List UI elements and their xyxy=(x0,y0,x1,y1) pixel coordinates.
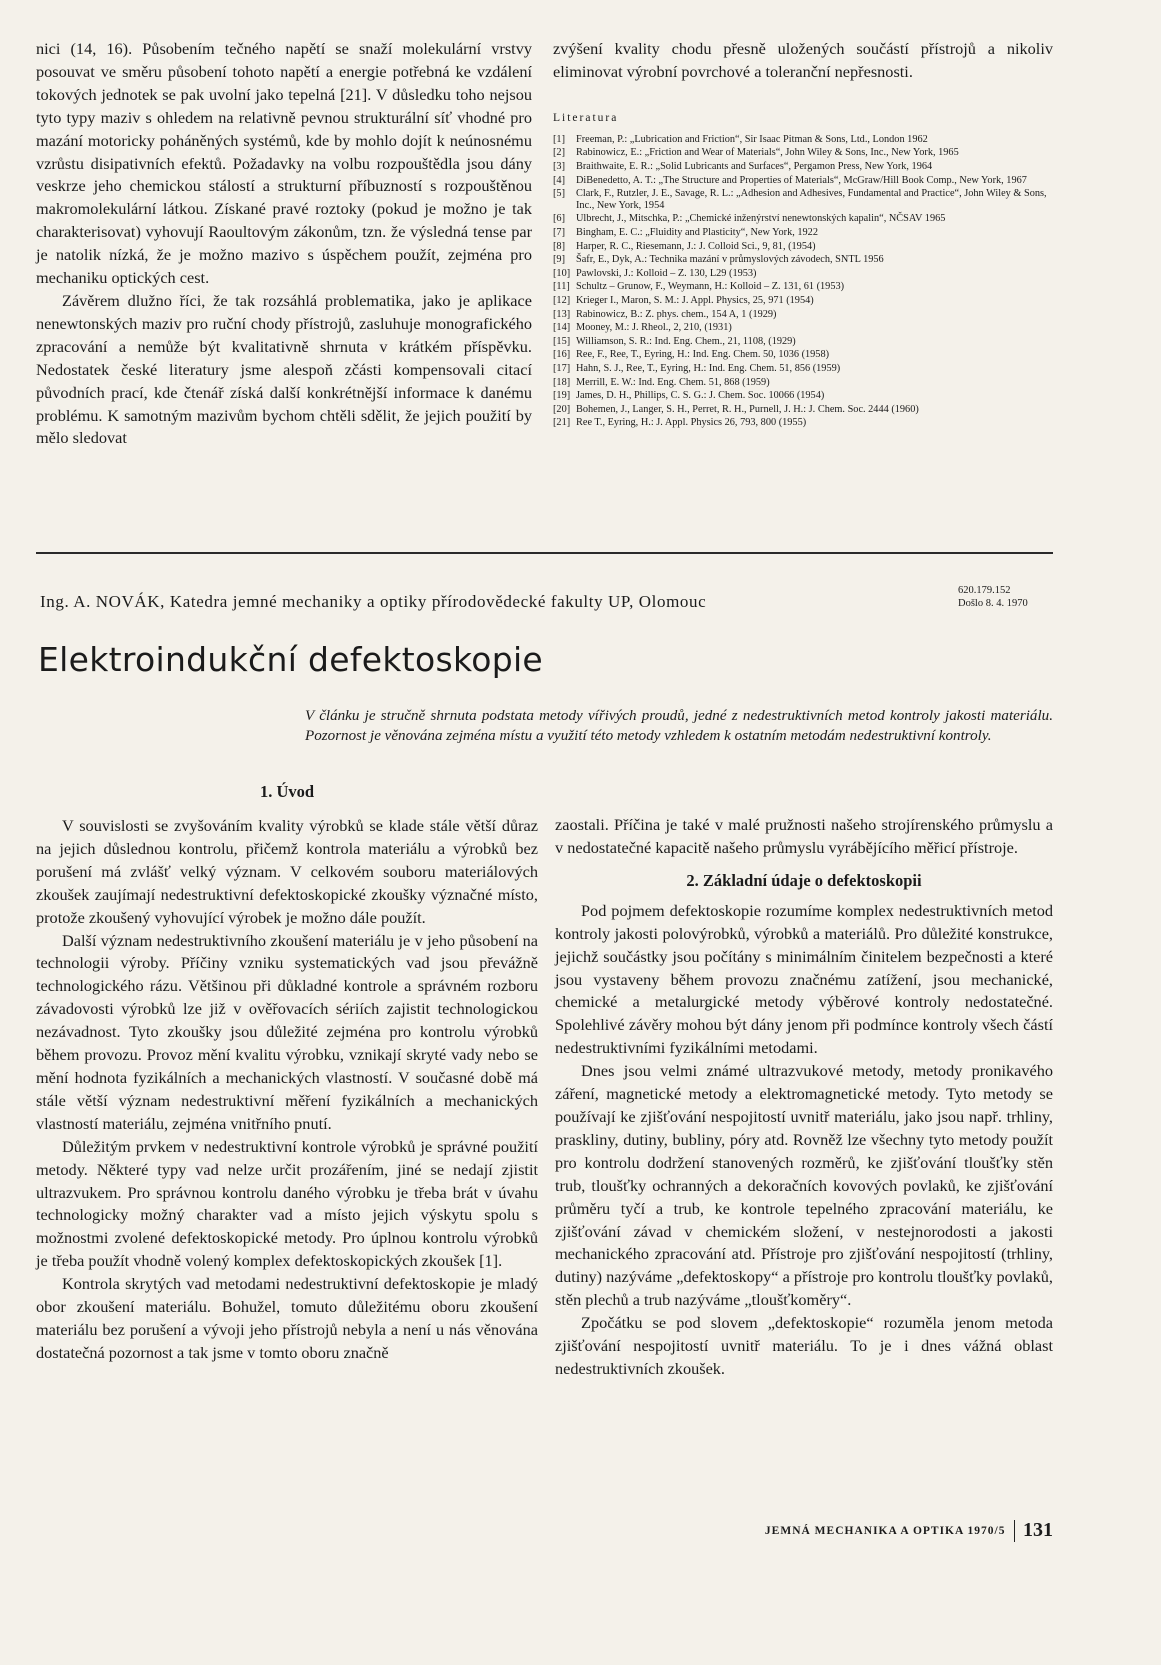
paragraph: Další význam nedestruktivního zkoušení materiálu je v jeho působení na technologii výroby. Příčiny vzniku systematických vad jsou převážně technologického rázu. Většinou při důkladné kontrole a správném rozboru závadovosti výrobků lze již v ověřovacích sériích zajistit technologickou nezávadnost. Tyto zkoušky jsou důležité zejména pro kontrolu výrobků během provozu. Provoz mění kvalitu výrobku, vznikají skryté vady nebo se mění hodnota fyzikálních a mechanických vlastností. V současné době má stále větší význam nedestruktivní měření fyzikálních a mechanických vlastností materiálu, zejména vnitřního pnutí. xyxy=(36,930,538,1133)
reference-number: [11] xyxy=(553,281,570,293)
reference-item xyxy=(553,227,1053,239)
reference-item xyxy=(553,417,1053,429)
reference-item xyxy=(553,134,1053,146)
paragraph: Kontrola skrytých vad metodami nedestruktivní defektoskopie je mladý obor zkoušení materiálu. Bohužel, tomuto důležitému oboru zkoušení materiálu bez porušení a vývoji jeho přístrojů nebyla a není u nás věnována dostatečná pozornost a tak jsme v tomto oboru značně xyxy=(36,1274,538,1362)
reference-item xyxy=(553,161,1053,173)
reference-number: [6] xyxy=(553,213,566,225)
article-abstract: V článku je stručně shrnuta podstata metody vířivých proudů, jedné z nedestruktivních metod kontroly jakosti materiálu. Pozornost je věnována zejména místu a využití této metody vzhledem k ostatním metodám nedestruktivní kontroly. xyxy=(305,708,1053,745)
reference-number: [21] xyxy=(553,417,571,429)
reference-number: [9] xyxy=(553,254,566,266)
reference-text: Clark, F., Rutzler, J. E., Savage, R. L.: „Adhesion and Adhesives, Fundamental and Practice“, John Wiley & Sons, Inc., New York, 1954 xyxy=(576,188,1047,211)
reference-number: [16] xyxy=(553,349,571,361)
reference-text: Harper, R. C., Riesemann, J.: J. Colloid Sci., 9, 81, (1954) xyxy=(576,240,816,252)
reference-number: [19] xyxy=(553,390,571,402)
reference-item xyxy=(553,213,1053,225)
reference-item xyxy=(553,404,1053,416)
footer-divider xyxy=(1014,1520,1016,1542)
reference-item xyxy=(553,188,1053,211)
reference-number: [2] xyxy=(553,147,566,159)
reference-item xyxy=(553,254,1053,266)
section-heading: 2. Základní údaje o defektoskopii xyxy=(686,870,922,890)
journal-name: JEMNÁ MECHANIKA A OPTIKA 1970/5 xyxy=(764,1524,1006,1537)
reference-text: Šafr, E., Dyk, A.: Technika mazání v průmyslových závodech, SNTL 1956 xyxy=(576,254,884,266)
section-heading: 1. Úvod xyxy=(259,782,315,801)
paragraph: Závěrem dlužno říci, že tak rozsáhlá problematika, jako je aplikace nenewtonských maziv pro ruční chody přístrojů, zasluhuje monografického zpracování a nemůže být kvalitativně shrnuta v krátkém příspěvku. Nedostatek české literatury jsme alespoň zčásti kompensovali citací původních prací, kde čtenář získá další konkrétnější informace k danému problému. K samotným mazivům bychom chtěli sdělit, že jejich použití by mělo sledovat xyxy=(36,290,532,448)
reference-text: Pawlovski, J.: Kolloid – Z. 130, L29 (1953) xyxy=(576,267,757,279)
reference-item xyxy=(553,390,1053,402)
reference-text: Bingham, E. C.: „Fluidity and Plasticity“, New York, 1922 xyxy=(576,226,818,238)
reference-text: Rabinowicz, E.: „Friction and Wear of Materials“, John Wiley & Sons, Inc., New York, 1965 xyxy=(576,147,959,159)
reference-item xyxy=(553,268,1053,280)
reference-list xyxy=(553,134,1053,429)
reference-item xyxy=(553,295,1053,307)
reference-number: [5] xyxy=(553,188,566,200)
reference-number: [1] xyxy=(553,133,566,145)
reference-item xyxy=(553,281,1053,293)
paragraph: Dnes jsou velmi známé ultrazvukové metody, metody pronikavého záření, magnetické metody a elektromagnetické metody. Tyto metody se používají ke zjišťování nespojitostí uvnitř materiálu, jako jsou např. trhliny, praskliny, dutiny, bubliny, póry atd. Rovněž lze všechny tyto metody použít pro kontrolu dodržení stanovených rozměrů, ke zjišťování tloušťky stěn trub, tloušťky ochranných a dekoračních kovových povlaků, ke zjišťování průměru tyčí a trub, ke kontrole tepelného zpracování materiálu, ke zjišťování závad v chemickém složení, v nestejnorodosti a jakosti mechanického zpracování atd. Přístroje pro zjišťování nespojitostí (trhliny, dutiny) nazýváme „defektoskopy“ a přístroje pro kontrolu tloušťky povlaků, stěn plechů a trub nazýváme „tloušťkoměry“. xyxy=(555,1061,1053,1310)
reference-item xyxy=(553,241,1053,253)
reference-number: [13] xyxy=(553,308,571,320)
reference-number: [3] xyxy=(553,161,566,172)
reference-item xyxy=(553,363,1053,375)
literature-heading: Literatura xyxy=(553,111,619,124)
reference-text: Krieger I., Maron, S. M.: J. Appl. Physics, 25, 971 (1954) xyxy=(576,294,814,306)
reference-item xyxy=(553,309,1053,321)
reference-text: Merrill, E. W.: Ind. Eng. Chem. 51, 868 (1959) xyxy=(576,376,770,388)
paragraph: Zpočátku se pod slovem „defektoskopie“ rozuměla jenom metoda zjišťování nespojitostí uvnitř materiálu. To je i dnes vážná oblast nedestruktivních zkoušek. xyxy=(555,1313,1053,1378)
reference-text: Braithwaite, E. R.: „Solid Lubricants and Surfaces“, Pergamon Press, New York, 1964 xyxy=(576,161,933,172)
reference-text: Ulbrecht, J., Mitschka, P.: „Chemické inženýrství nenewtonských kapalin“, NČSAV 1965 xyxy=(576,213,946,225)
reference-text: Schultz – Grunow, F., Weymann, H.: Kolloid – Z. 131, 61 (1953) xyxy=(576,281,845,293)
reference-number: [12] xyxy=(553,294,571,306)
author-line: Ing. A. NOVÁK, Katedra jemné mechaniky a optiky přírodovědecké fakulty UP, Olomouc xyxy=(40,592,707,611)
article-meta xyxy=(958,585,1028,610)
classification-code: 620.179.152 xyxy=(958,585,1011,596)
reference-text: Ree T., Eyring, H.: J. Appl. Physics 26, 793, 800 (1955) xyxy=(576,417,807,429)
reference-number: [18] xyxy=(553,376,571,388)
page-footer xyxy=(765,1519,1053,1542)
reference-item xyxy=(553,349,1053,361)
reference-text: DiBenedetto, A. T.: „The Structure and Properties of Materials“, McGraw/Hill Book Comp., New York, 1967 xyxy=(576,174,1027,186)
reference-number: [15] xyxy=(553,335,571,347)
reference-text: Rabinowicz, B.: Z. phys. chem., 154 A, 1 (1929) xyxy=(576,308,777,320)
reference-item xyxy=(553,377,1053,389)
paragraph: V souvislosti se zvyšováním kvality výrobků se klade stále větší důraz na jejich důslednou kontrolu, přičemž kontrola materiálu a výrobků bez porušení má zvlášť velký význam. V celkovém souboru materiálových zkoušek zaujímají nedestruktivní defektoskopické zkoušky význačné místo, protože zkoušený vyhovující výrobek je možno dále použít. xyxy=(36,816,538,927)
page-number: 131 xyxy=(1023,1519,1053,1541)
paragraph: Pod pojmem defektoskopie rozumíme komplex nedestruktivních metod kontroly jakosti polovýrobků, výrobků a materiálů. Pro důležité konstrukce, jejichž součástky jsou počítány s minimálním činitelem bezpečnosti a které jsou vystaveny během provozu značnému zatížení, jsou mechanické, chemické a metalurgické metody výběrové kontroly nedostatečné. Spolehlivé závěry mohou být dány jenom při podmínce kontroly všech částí nedestruktivními fyzikálními metodami. xyxy=(555,900,1053,1058)
reference-number: [20] xyxy=(553,403,571,415)
paragraph: zaostali. Příčina je také v malé pružnosti našeho strojírenského průmyslu a v nedostatečné kapacitě našeho průmyslu vyrábějícího měřicí přístroje. xyxy=(555,815,1053,857)
top-left-column xyxy=(36,38,532,450)
reference-text: Williamson, S. R.: Ind. Eng. Chem., 21, 1108, (1929) xyxy=(576,335,796,347)
reference-text: James, D. H., Phillips, C. S. G.: J. Chem. Soc. 10066 (1954) xyxy=(576,390,825,402)
paragraph: zvýšení kvality chodu přesně uložených součástí přístrojů a nikoliv eliminovat výrobní povrchové a toleranční nepřesnosti. xyxy=(553,39,1053,81)
reference-number: [10] xyxy=(553,267,571,279)
reference-text: Mooney, M.: J. Rheol., 2, 210, (1931) xyxy=(576,322,732,334)
paragraph: nici (14, 16). Působením tečného napětí se snaží molekulární vrstvy posouvat ve směru působení tohoto napětí a energie potřebná ke vzdálení tokových jednotek se pak uvolní jako tepelná [21]. V důsledku toho nejsou tyto typy maziv s ohledem na relativně pevnou strukturální síť vhodné pro mazání motoricky poháněných systémů, kde by mohlo dojít k neúnosnému vzrůstu disipativních efektů. Požadavky na volbu rozpouštědla jsou dány veskrze jeho chemickou stálostí a strukturní příbuzností s rozpouštěnou makromolekulární látkou. Získané pravé roztoky (pokud je možno je tak charakterisovat) vyhovují Raoultovým zákonům, tzn. že výsledná tense par je natolik nízká, že je možno mazivo s úspěchem použít, zejména pro mechaniku optických cest. xyxy=(36,39,532,288)
reference-text: Freeman, P.: „Lubrication and Friction“, Sir Isaac Pitman & Sons, Ltd., London 1962 xyxy=(576,133,928,145)
reference-item xyxy=(553,175,1053,187)
top-right-column xyxy=(553,38,1053,431)
reference-text: Ree, F., Ree, T., Eyring, H.: Ind. Eng. Chem. 50, 1036 (1958) xyxy=(576,349,830,361)
reference-number: [17] xyxy=(553,362,571,374)
reference-item xyxy=(553,322,1053,334)
reference-number: [7] xyxy=(553,226,566,238)
reference-number: [14] xyxy=(553,322,571,334)
section-divider xyxy=(36,552,1053,554)
article-title: Elektroindukční defektoskopie xyxy=(38,640,544,679)
paragraph: Důležitým prvkem v nedestruktivní kontrole výrobků je správné použití metody. Některé typy vad nelze určit prozářením, jiné se nedají zjistit ultrazvukem. Pro správnou kontrolu daného výrobku je třeba brát v úvahu technologicky možný charakter vad a místo jejich výskytu spolu s možnostmi zvolené defektoskopické metody. Pro úplnou kontrolu výrobků je třeba použít vhodně volený komplex defektoskopických zkoušek [1]. xyxy=(36,1136,538,1271)
reference-text: Bohemen, J., Langer, S. H., Perret, R. H., Purnell, J. H.: J. Chem. Soc. 2444 (1960) xyxy=(576,403,919,415)
reference-number: [4] xyxy=(553,174,566,186)
received-date: Došlo 8. 4. 1970 xyxy=(958,597,1028,609)
reference-text: Hahn, S. J., Ree, T., Eyring, H.: Ind. Eng. Chem. 51, 856 (1959) xyxy=(576,362,841,374)
article-right-column xyxy=(555,814,1053,1381)
reference-item xyxy=(553,336,1053,348)
article-left-column xyxy=(36,781,538,1365)
reference-item xyxy=(553,147,1053,159)
reference-number: [8] xyxy=(553,240,566,252)
